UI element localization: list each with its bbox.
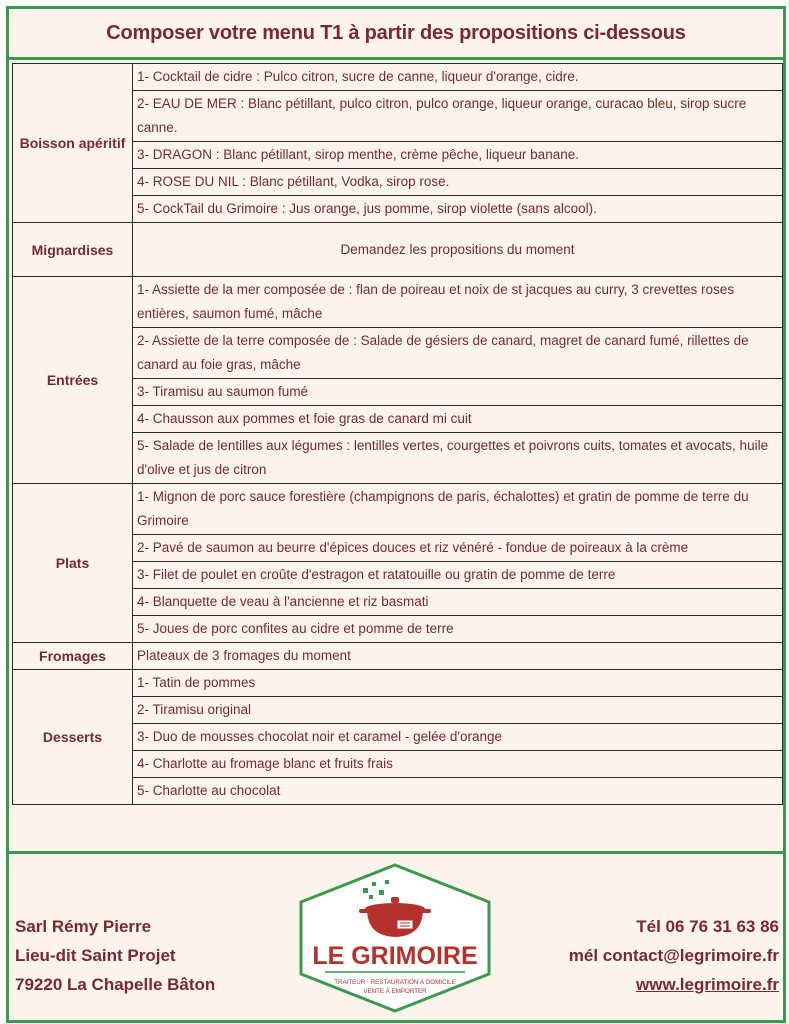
category-entrees: Entrées [13, 277, 133, 484]
menu-item: 1- Mignon de porc sauce forestière (champignons de paris, échalottes) et gratin de pomme de terre du Grimoire [133, 484, 783, 535]
menu-item: 5- Salade de lentilles aux légumes : lentilles vertes, courgettes et poivrons cuits, tomates et avocats, huile d'olive et jus de citron [133, 433, 783, 484]
menu-item: 5- Joues de porc confites au cidre et pomme de terre [133, 616, 783, 643]
menu-item: 4- Charlotte au fromage blanc et fruits frais [133, 751, 783, 778]
footer [9, 851, 783, 1023]
menu-item: Plateaux de 3 fromages du moment [133, 643, 783, 670]
category-boisson: Boisson apéritif [13, 64, 133, 223]
menu-item: 3- DRAGON : Blanc pétillant, sirop menthe, crème pêche, liqueur banane. [133, 142, 783, 169]
category-mignardises: Mignardises [13, 223, 133, 277]
table-row [13, 277, 783, 328]
menu-item: 2- Assiette de la terre composée de : Salade de gésiers de canard, magret de canard fumé, rillettes de canard au foie gras, mâche [133, 328, 783, 379]
menu-item: 4- Chausson aux pommes et foie gras de canard mi cuit [133, 406, 783, 433]
logo-name: LE GRIMOIRE [312, 942, 478, 970]
menu-item: 3- Duo de mousses chocolat noir et caramel - gelée d'orange [133, 724, 783, 751]
table-row [13, 484, 783, 535]
address-line: Lieu-dit Saint Projet [15, 946, 176, 965]
category-desserts: Desserts [13, 670, 133, 805]
website-link[interactable]: www.legrimoire.fr [636, 975, 779, 994]
menu-item: 4- Blanquette de veau à l'ancienne et riz basmati [133, 589, 783, 616]
menu-item: 2- EAU DE MER : Blanc pétillant, pulco citron, pulco orange, liqueur orange, curacao bleu, sirop sucre canne. [133, 91, 783, 142]
menu-item: 3- Filet de poulet en croûte d'estragon et ratatouille ou gratin de pomme de terre [133, 562, 783, 589]
table-row [13, 223, 783, 277]
table-row [13, 64, 783, 91]
menu-item: 2- Pavé de saumon au beurre d'épices douces et riz vénéré - fondue de poireaux à la crème [133, 535, 783, 562]
logo-tagline: TRAITEUR · RESTAURATION À DOMICILE [334, 979, 456, 986]
contact-info [569, 912, 779, 999]
menu-item: 5- CockTail du Grimoire : Jus orange, jus pomme, sirop violette (sans alcool). [133, 196, 783, 223]
address-line: Sarl Rémy Pierre [15, 917, 152, 936]
phone-number: Tél 06 76 31 63 86 [636, 917, 779, 936]
le-grimoire-logo [297, 862, 493, 1014]
company-address [15, 912, 215, 999]
menu-frame [6, 6, 786, 1023]
logo-tagline: VENTE À EMPORTER [363, 988, 427, 995]
menu-table [12, 63, 783, 805]
table-row [13, 643, 783, 670]
menu-item: 5- Charlotte au chocolat [133, 778, 783, 805]
menu-item: 1- Cocktail de cidre : Pulco citron, sucre de canne, liqueur d'orange, cidre. [133, 64, 783, 91]
menu-item: 4- ROSE DU NIL : Blanc pétillant, Vodka, sirop rose. [133, 169, 783, 196]
menu-item: 1- Tatin de pommes [133, 670, 783, 697]
menu-item: Demandez les propositions du moment [133, 223, 783, 277]
email-address[interactable]: mél contact@legrimoire.fr [568, 946, 779, 965]
menu-item: 1- Assiette de la mer composée de : flan de poireau et noix de st jacques au curry, 3 crevettes roses entières, saumon fumé, mâche [133, 277, 783, 328]
category-plats: Plats [13, 484, 133, 643]
menu-item: 2- Tiramisu original [133, 697, 783, 724]
menu-item: 3- Tiramisu au saumon fumé [133, 379, 783, 406]
address-line: 79220 La Chapelle Bâton [15, 975, 216, 994]
category-fromages: Fromages [13, 643, 133, 670]
page-title: Composer votre menu T1 à partir des propositions ci-dessous [9, 9, 783, 60]
table-row [13, 670, 783, 697]
